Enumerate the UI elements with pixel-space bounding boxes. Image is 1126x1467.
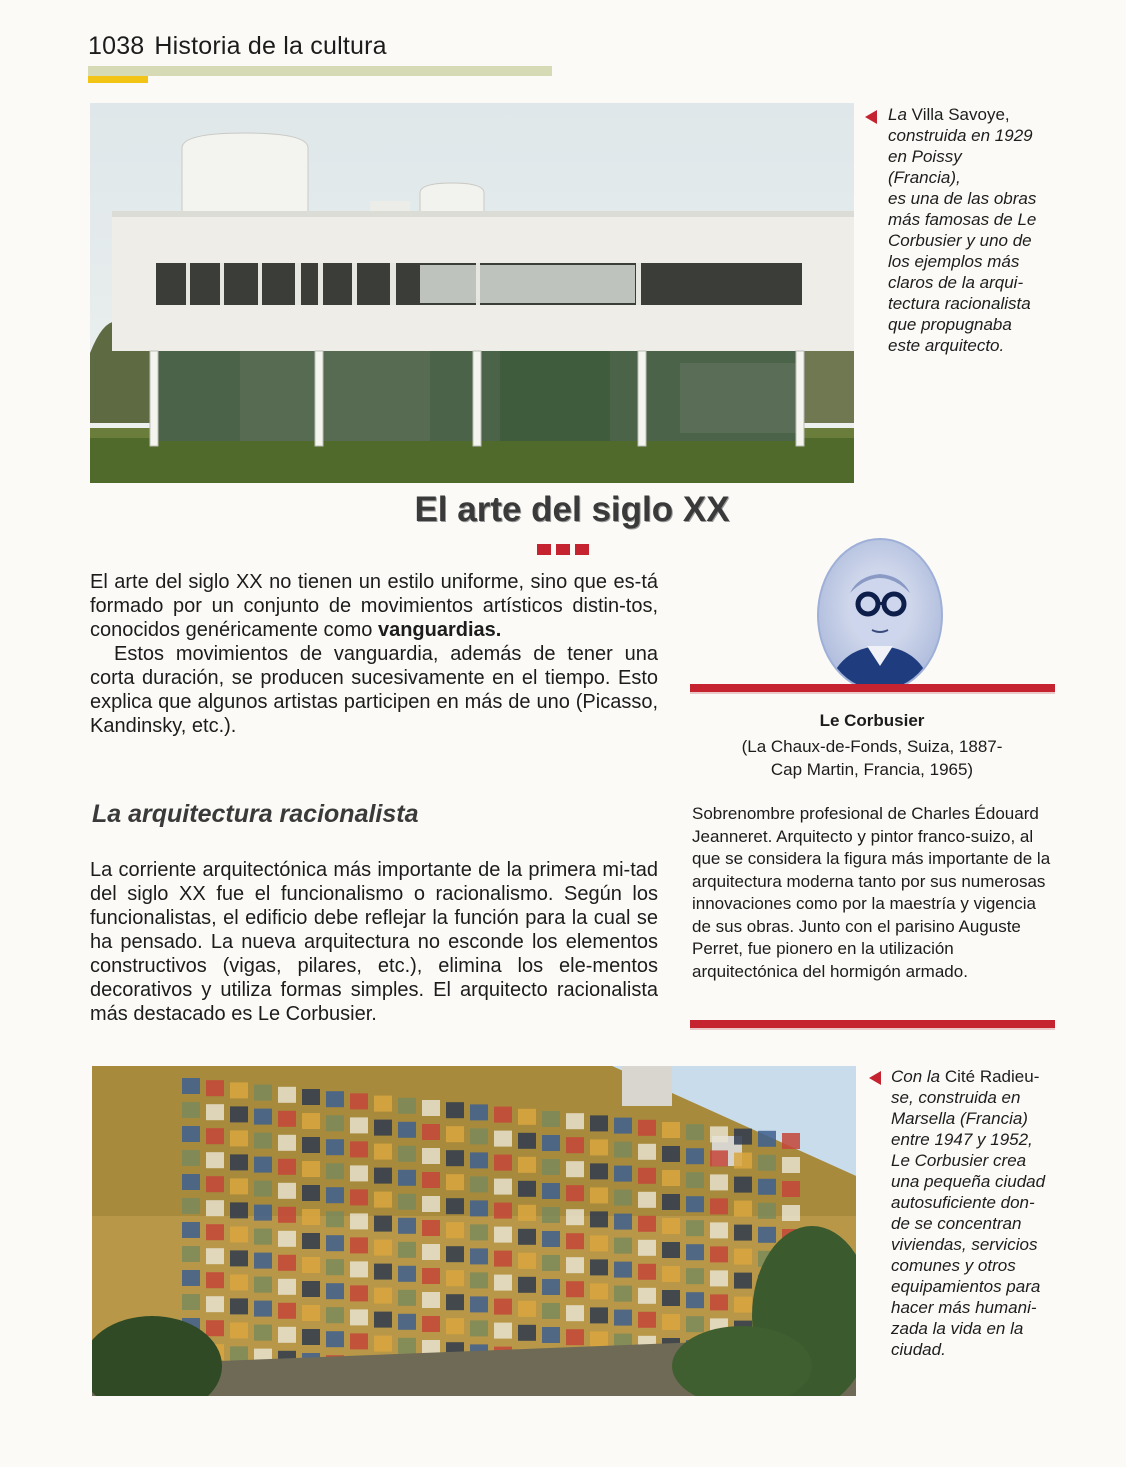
- portrait-illustration: [817, 538, 943, 692]
- caption-line: entre 1947 y 1952,: [891, 1130, 1033, 1149]
- title-ornament: [537, 542, 594, 560]
- villa-savoye-illustration: [90, 103, 854, 483]
- cite-radieuse-illustration: [92, 1066, 856, 1396]
- intro-paragraph-1: [90, 570, 658, 642]
- caption-line: tectura racionalista: [888, 294, 1031, 313]
- section-body: [90, 858, 658, 1026]
- bio-dates: [690, 735, 1054, 781]
- caption-line: zada la vida en la: [891, 1319, 1024, 1338]
- intro-p1-text: El arte del siglo XX no tienen un estilo uniforme, sino que es-tá formado por un conjunto de movimientos artísticos distin-tos, conocidos genéricamente como: [90, 571, 658, 641]
- caption-line: es una de las obras: [888, 189, 1037, 208]
- bio-dates-line: Cap Martin, Francia, 1965): [770, 760, 974, 779]
- keyword-vanguardias: vanguardias.: [377, 619, 502, 641]
- caption-lead: La: [888, 105, 907, 124]
- caption-villa-savoye: [888, 104, 1038, 356]
- caption-line: ciudad.: [891, 1340, 946, 1359]
- caption-pointer-icon: [865, 110, 877, 124]
- caption-line: más famosas de Le: [888, 210, 1037, 229]
- running-header: [88, 32, 387, 61]
- caption-name: Villa Savoye,: [911, 105, 1010, 124]
- page-number: 1038: [88, 32, 145, 60]
- section-paragraph: La corriente arquitectónica más importante de la primera mi-tad del siglo XX fue el funcionalismo o racionalismo. Según los funcionalistas, el edificio debe reflejar la función para la cual se ha pensado. La nueva arquitectura no esconde los elementos constructivos (vigas, pilares, etc.), elimina los ele-mentos decorativos y utiliza formas simples. El arquitecto racionalista más destacado es Le Corbusier.: [90, 859, 658, 1025]
- running-title: Historia de la cultura: [154, 32, 387, 60]
- caption-line: hacer más humani-: [891, 1298, 1037, 1317]
- caption-line: los ejemplos más: [888, 252, 1020, 271]
- caption-line: comunes y otros: [891, 1256, 1016, 1275]
- caption-name: Cité Radieu-: [944, 1067, 1040, 1086]
- intro-text: [90, 570, 658, 738]
- caption-line: se, construida en: [891, 1088, 1021, 1107]
- header-accent-rule: [88, 76, 148, 83]
- caption-line: Marsella (Francia): [891, 1109, 1028, 1128]
- bio-text: Sobrenombre profesional de Charles Édouard Jeanneret. Arquitecto y pintor franco-suizo, al que se considera la figura más importante de la arquitectura moderna tanto por sus numerosas innovaciones como por la maestría y vigencia de sus obras. Junto con el parisino Auguste Perret, fue pionero en la utilización arquitectónica del hormigón armado.: [692, 804, 1051, 981]
- caption-line: Corbusier y uno de: [888, 231, 1032, 250]
- section-heading: La arquitectura racionalista: [92, 800, 419, 828]
- photo-villa-savoye: [90, 103, 854, 483]
- caption-line: equipamientos para: [891, 1277, 1041, 1296]
- sidebar-bottom-rule: [690, 1020, 1055, 1028]
- caption-lead: Con la: [891, 1067, 941, 1086]
- sidebar-top-rule-shadow: [690, 692, 1055, 694]
- caption-line: claros de la arqui-: [888, 273, 1024, 292]
- photo-cite-radieuse: [92, 1066, 856, 1396]
- intro-paragraph-2: Estos movimientos de vanguardia, además de tener una corta duración, se producen sucesivamente en el tiempo. Esto explica que algunos artistas participen en más de uno (Picasso, Kandinsky, etc.).: [90, 643, 658, 737]
- caption-line: este arquitecto.: [888, 336, 1005, 355]
- caption-line: viviendas, servicios: [891, 1235, 1038, 1254]
- header-rule: [88, 66, 552, 76]
- bio-name: Le Corbusier: [819, 711, 925, 730]
- page-title: El arte del siglo XX: [414, 490, 730, 529]
- caption-line: en Poissy (Francia),: [888, 147, 962, 187]
- caption-line: construida en 1929: [888, 126, 1033, 145]
- portrait-le-corbusier: [817, 538, 943, 692]
- caption-line: que propugnaba: [888, 315, 1012, 334]
- sidebar-top-rule: [690, 684, 1055, 692]
- caption-line: una pequeña ciudad: [891, 1172, 1046, 1191]
- caption-line: autosuficiente don-: [891, 1193, 1035, 1212]
- sidebar-bottom-rule-shadow: [690, 1028, 1055, 1030]
- caption-line: de se concentran: [891, 1214, 1022, 1233]
- caption-cite-radieuse: [891, 1066, 1059, 1360]
- caption-line: Le Corbusier crea: [891, 1151, 1027, 1170]
- bio-dates-line: (La Chaux-de-Fonds, Suiza, 1887-: [741, 737, 1003, 756]
- caption-pointer-icon: [869, 1071, 881, 1085]
